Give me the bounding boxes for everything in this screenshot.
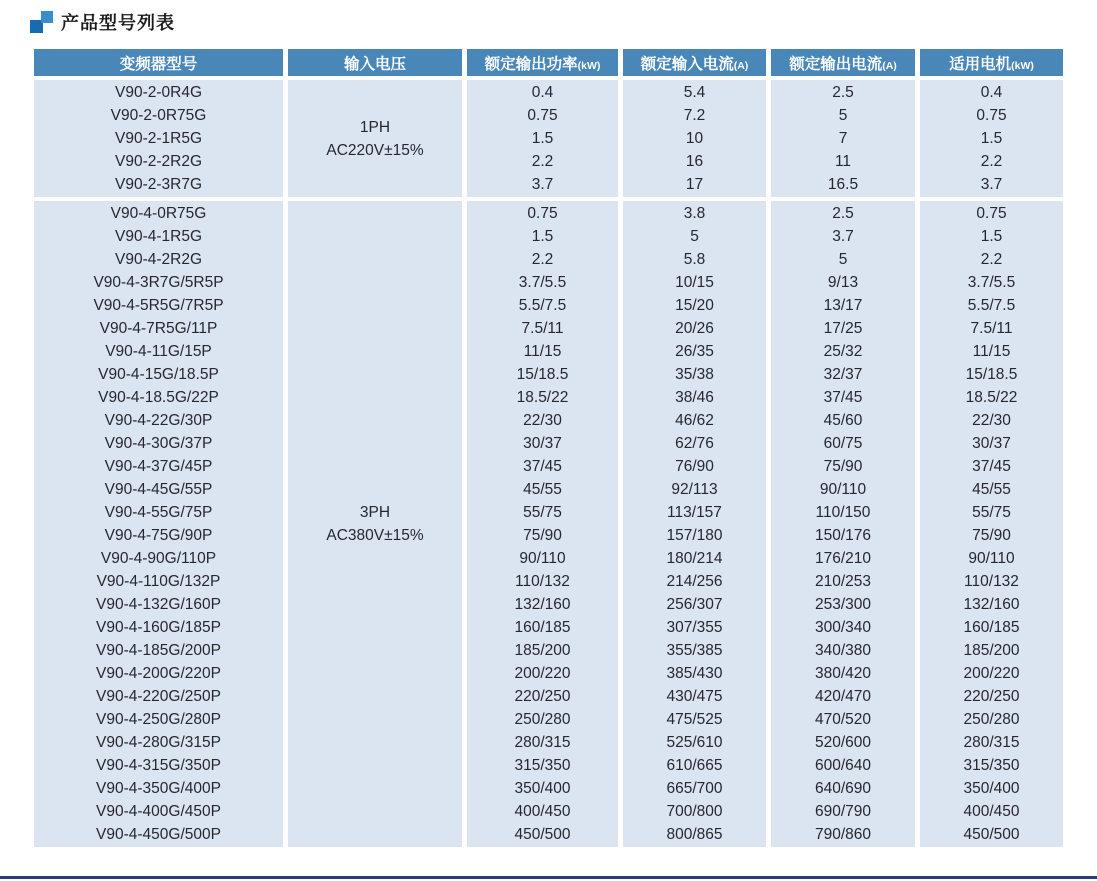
motor-value: 15/18.5: [965, 366, 1018, 383]
table-section: [34, 80, 1063, 197]
power-value: 160/185: [514, 619, 571, 636]
power-value: 315/350: [514, 757, 571, 774]
motor-value: 160/185: [963, 619, 1020, 636]
model-value: V90-4-132G/160P: [96, 596, 221, 613]
motor-value: 132/160: [963, 596, 1020, 613]
motor-value: 2.2: [980, 251, 1003, 268]
motor-value: 0.75: [976, 107, 1007, 124]
column-header-output-current: [771, 49, 915, 76]
voltage-line: AC380V±15%: [326, 527, 424, 544]
output-current-value: 640/690: [814, 780, 872, 797]
motor-value: 45/55: [972, 481, 1011, 498]
power-value: 3.7/5.5: [518, 274, 567, 291]
model-value: V90-4-11G/15P: [105, 343, 212, 360]
output-current-value: 25/32: [823, 343, 863, 360]
input-current-value: 800/865: [666, 826, 723, 843]
model-value: V90-4-3R7G/5R5P: [93, 274, 224, 291]
input-current-value: 5: [690, 228, 699, 245]
model-value: V90-4-160G/185P: [96, 619, 221, 636]
motor-value: 250/280: [963, 711, 1020, 728]
input-current-value: 15/20: [675, 297, 714, 314]
motor-value: 37/45: [972, 458, 1011, 475]
power-value: 220/250: [514, 688, 571, 705]
output-current-value: 17/25: [823, 320, 863, 337]
output-current-value: 340/380: [814, 642, 872, 659]
power-value: 400/450: [514, 803, 571, 820]
power-value: 280/315: [514, 734, 571, 751]
model-value: V90-4-90G/110P: [100, 550, 217, 567]
input-current-value: 7.2: [683, 107, 706, 124]
light-square-icon: [41, 11, 53, 23]
input-current-value: 10/15: [675, 274, 714, 291]
page-title: 产品型号列表: [61, 13, 175, 33]
voltage-line: 1PH: [359, 118, 391, 136]
power-value: 7.5/11: [521, 320, 564, 337]
column-header-model: [34, 49, 283, 76]
power-value: 1.5: [531, 130, 554, 147]
motor-value: 280/315: [963, 734, 1020, 751]
motor-value: 7.5/11: [970, 320, 1013, 337]
power-value: 11/15: [523, 343, 562, 360]
output-current-value: 2.5: [832, 84, 854, 101]
page-title-row: [30, 9, 1097, 35]
input-current-value: 610/665: [666, 757, 723, 774]
column-header-motor: [920, 49, 1063, 76]
motor-value: 22/30: [972, 412, 1011, 429]
model-value: V90-2-0R4G: [114, 84, 202, 101]
column-header-output-power: [467, 49, 618, 76]
input-current-value: 26/35: [675, 343, 714, 360]
column-header-output-current-unit: (A): [882, 59, 897, 72]
column-header-input-voltage-label: 输入电压: [343, 55, 406, 73]
motor-value: 315/350: [963, 757, 1020, 774]
output-current-value: 690/790: [814, 803, 872, 820]
motor-value: 90/110: [968, 550, 1015, 567]
model-value: V90-4-45G/55P: [104, 481, 213, 498]
motor-value: 5.5/7.5: [967, 297, 1016, 314]
motor-value: 30/37: [972, 435, 1011, 452]
output-current-value: 253/300: [814, 596, 872, 613]
power-value: 37/45: [523, 458, 562, 475]
power-column-cell: [467, 201, 618, 847]
motor-value: 3.7: [980, 176, 1003, 193]
column-header-motor-unit: (kW): [1011, 59, 1034, 72]
power-value: 185/200: [514, 642, 571, 659]
table-header-row: [34, 49, 1063, 76]
motor-value: 75/90: [972, 527, 1011, 544]
power-value: 350/400: [514, 780, 571, 797]
model-value: V90-4-110G/132P: [96, 573, 221, 590]
motor-value: 185/200: [963, 642, 1020, 659]
model-value: V90-2-2R2G: [114, 153, 202, 170]
power-value: 0.4: [531, 84, 554, 101]
model-value: V90-4-0R75G: [110, 205, 207, 222]
motor-value: 2.2: [980, 153, 1003, 170]
output-current-value: 2.5: [832, 205, 854, 222]
input-current-value: 17: [685, 176, 704, 193]
bottom-divider-line: [0, 876, 1097, 879]
model-value: V90-4-75G/90P: [104, 527, 213, 544]
model-value: V90-4-30G/37P: [104, 435, 213, 452]
output-current-value: 11: [834, 153, 852, 170]
input-current-value: 700/800: [666, 803, 723, 820]
input-current-value: 113/157: [667, 504, 722, 521]
motor-value: 1.5: [980, 130, 1003, 147]
motor-value: 400/450: [963, 803, 1020, 820]
input-current-value: 16: [685, 153, 704, 170]
input-current-value: 46/62: [675, 412, 714, 429]
input-voltage-cell: [288, 80, 462, 197]
table-body: [34, 80, 1063, 847]
motor-value: 350/400: [963, 780, 1020, 797]
power-value: 200/220: [514, 665, 571, 682]
output-current-value: 9/13: [827, 274, 859, 291]
output-current-column-cell: [771, 80, 915, 197]
output-current-value: 32/37: [823, 366, 863, 383]
motor-value: 55/75: [972, 504, 1011, 521]
input-current-value: 214/256: [666, 573, 723, 590]
voltage-line: 3PH: [359, 504, 391, 521]
power-column-cell: [467, 80, 618, 197]
output-current-value: 7: [838, 130, 848, 147]
input-voltage-cell: [288, 201, 462, 847]
input-current-value: 475/525: [666, 711, 723, 728]
power-value: 0.75: [527, 107, 558, 124]
output-current-value: 5: [838, 107, 848, 124]
power-value: 18.5/22: [516, 389, 569, 406]
input-current-value: 38/46: [675, 389, 714, 406]
power-value: 30/37: [523, 435, 562, 452]
output-current-value: 470/520: [814, 711, 872, 728]
input-current-value: 92/113: [671, 481, 718, 498]
model-value: V90-4-22G/30P: [104, 412, 213, 429]
input-current-column-cell: [623, 201, 766, 847]
model-value: V90-4-2R2G: [114, 251, 202, 268]
input-current-value: 3.8: [683, 205, 706, 222]
output-current-column-cell: [771, 201, 915, 847]
power-value: 45/55: [523, 481, 562, 498]
power-value: 1.5: [531, 228, 554, 245]
output-current-value: 300/340: [814, 619, 872, 636]
output-current-value: 75/90: [823, 458, 863, 475]
column-header-output-power-label: 额定输出功率: [484, 55, 578, 73]
motor-value: 0.4: [980, 84, 1003, 101]
output-current-value: 380/420: [814, 665, 872, 682]
column-header-input-voltage: [288, 49, 462, 76]
product-model-table: [34, 49, 1063, 847]
model-value: V90-4-400G/450P: [96, 803, 221, 820]
input-current-value: 180/214: [666, 550, 723, 567]
input-current-value: 307/355: [666, 619, 723, 636]
power-value: 0.75: [527, 205, 558, 222]
model-value: V90-4-37G/45P: [104, 458, 213, 475]
output-current-value: 60/75: [823, 435, 863, 452]
model-column-cell: [34, 201, 283, 847]
output-current-value: 3.7: [832, 228, 854, 245]
model-value: V90-4-250G/280P: [96, 711, 221, 728]
power-value: 90/110: [519, 550, 566, 567]
input-current-value: 35/38: [675, 366, 714, 383]
motor-column-cell: [920, 201, 1063, 847]
column-header-output-power-unit: (kW): [577, 59, 601, 72]
output-current-value: 13/17: [823, 297, 863, 314]
table-section: [34, 201, 1063, 847]
output-current-value: 16.5: [827, 176, 859, 193]
column-header-motor-label: 适用电机: [949, 55, 1012, 73]
input-current-value: 430/475: [666, 688, 723, 705]
power-value: 2.2: [531, 251, 554, 268]
motor-value: 3.7/5.5: [967, 274, 1016, 291]
motor-value: 220/250: [963, 688, 1020, 705]
column-header-model-label: 变频器型号: [119, 55, 198, 73]
column-header-output-current-label: 额定输出电流: [789, 55, 883, 73]
column-header-input-current-unit: (A): [733, 59, 749, 72]
model-value: V90-2-0R75G: [110, 107, 207, 124]
title-squares-icon: [30, 10, 54, 34]
input-current-value: 76/90: [675, 458, 714, 475]
power-value: 2.2: [531, 153, 554, 170]
output-current-value: 110/150: [815, 504, 871, 521]
output-current-value: 37/45: [823, 389, 863, 406]
input-current-value: 5.4: [683, 84, 706, 101]
model-value: V90-4-1R5G: [114, 228, 202, 245]
output-current-value: 520/600: [814, 734, 872, 751]
model-value: V90-2-3R7G: [114, 176, 202, 193]
input-current-value: 10: [685, 130, 704, 147]
voltage-line: AC220V±15%: [326, 141, 424, 159]
power-value: 132/160: [514, 596, 571, 613]
model-column-cell: [34, 80, 283, 197]
power-value: 75/90: [523, 527, 562, 544]
power-value: 3.7: [531, 176, 554, 193]
motor-value: 450/500: [963, 826, 1020, 843]
input-current-value: 157/180: [666, 527, 723, 544]
output-current-value: 790/860: [814, 826, 872, 843]
motor-value: 110/132: [964, 573, 1019, 590]
model-value: V90-4-18.5G/22P: [98, 389, 219, 406]
input-current-value: 256/307: [666, 596, 723, 613]
motor-value: 0.75: [976, 205, 1007, 222]
output-current-value: 5: [838, 251, 848, 268]
power-value: 250/280: [514, 711, 571, 728]
model-value: V90-4-185G/200P: [96, 642, 221, 659]
input-current-value: 62/76: [675, 435, 714, 452]
model-value: V90-4-315G/350P: [96, 757, 221, 774]
output-current-value: 420/470: [814, 688, 872, 705]
power-value: 15/18.5: [516, 366, 569, 383]
output-current-value: 600/640: [814, 757, 872, 774]
power-value: 5.5/7.5: [518, 297, 567, 314]
input-current-value: 5.8: [683, 251, 706, 268]
output-current-value: 210/253: [814, 573, 872, 590]
input-current-value: 525/610: [666, 734, 723, 751]
input-current-value: 20/26: [675, 320, 714, 337]
model-value: V90-4-55G/75P: [104, 504, 213, 521]
motor-value: 1.5: [980, 228, 1003, 245]
model-value: V90-2-1R5G: [114, 130, 202, 147]
model-value: V90-4-450G/500P: [96, 826, 221, 843]
motor-value: 200/220: [963, 665, 1020, 682]
model-value: V90-4-15G/18.5P: [98, 366, 219, 383]
column-header-input-current-label: 额定输入电流: [640, 55, 734, 73]
model-value: V90-4-280G/315P: [96, 734, 221, 751]
input-current-value: 355/385: [666, 642, 723, 659]
input-current-value: 385/430: [666, 665, 723, 682]
model-value: V90-4-220G/250P: [96, 688, 221, 705]
output-current-value: 176/210: [814, 550, 872, 567]
power-value: 55/75: [523, 504, 562, 521]
power-value: 110/132: [515, 573, 570, 590]
model-value: V90-4-350G/400P: [96, 780, 221, 797]
input-current-value: 665/700: [666, 780, 723, 797]
power-value: 22/30: [523, 412, 562, 429]
motor-value: 18.5/22: [965, 389, 1018, 406]
model-value: V90-4-5R5G/7R5P: [93, 297, 224, 314]
model-value: V90-4-7R5G/11P: [99, 320, 218, 337]
output-current-value: 45/60: [823, 412, 863, 429]
motor-value: 11/15: [972, 343, 1011, 360]
model-value: V90-4-200G/220P: [96, 665, 221, 682]
motor-column-cell: [920, 80, 1063, 197]
input-current-column-cell: [623, 80, 766, 197]
column-header-input-current: [623, 49, 766, 76]
power-value: 450/500: [514, 826, 571, 843]
output-current-value: 150/176: [814, 527, 872, 544]
output-current-value: 90/110: [819, 481, 867, 498]
